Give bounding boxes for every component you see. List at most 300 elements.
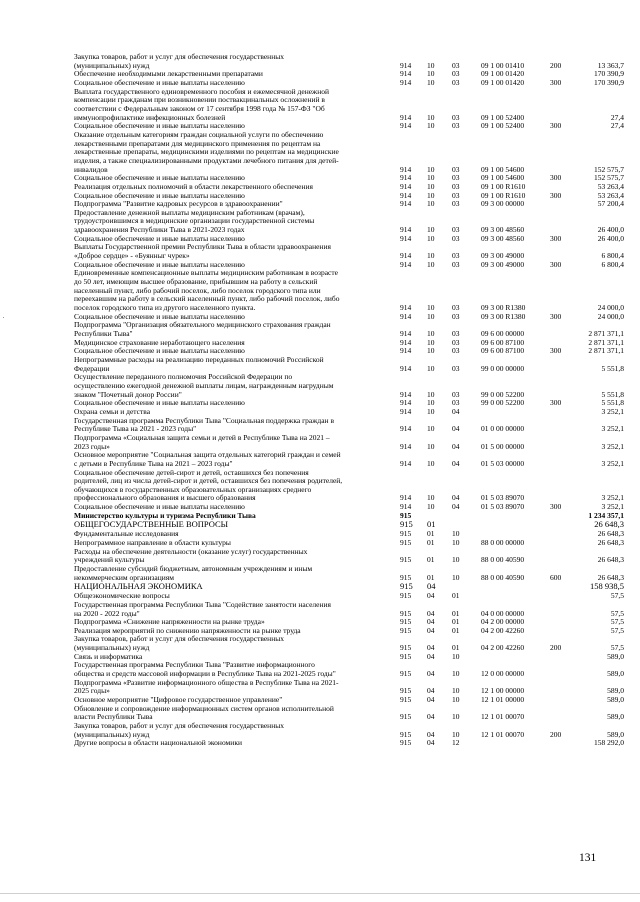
subsection-code: 04 [452,502,460,512]
amount: 2 871 371,1 [588,346,624,356]
row-name: Социальное обеспечение и иные выплаты населению [74,190,245,200]
ministry-code: 914 [400,121,412,131]
ministry-code: 915 [400,669,412,679]
target-article-code: 01 5 03 89070 [481,502,525,512]
row-name: Медицинское страхование неработающего населения [74,337,245,347]
subsection-code: 04 [452,493,460,503]
section-code: 10 [427,69,435,79]
row-name: Социальное обеспечение и иные выплаты населению [74,311,245,321]
ministry-code: 915 [400,538,412,547]
target-article-code: 09 3 00 48560 [481,225,525,235]
amount: 57,5 [610,625,624,635]
section-code: 04 [427,608,435,618]
row-name: Закупка товаров, работ и услуг для обеспечения государственных (муниципальных) нужд [74,634,285,653]
section-code: 10 [427,164,435,174]
amount: 3 252,1 [601,493,624,503]
amount: 57 200,4 [597,199,624,209]
amount: 2 871 371,1 [588,329,624,338]
row-name: Осуществление переданного полномочия Российской Федерации по осуществлению ежегодной денежной выплаты лицам, награжденным нагрудным знаком "Почетный донор России" [74,372,334,399]
target-article-code: 01 0 00 00000 [481,424,525,434]
amount: 27,4 [610,121,624,131]
subsection-code: 04 [452,441,460,451]
section-code: 10 [427,181,435,191]
amount: 1 234 357,1 [588,510,624,520]
row-name: Расходы на обеспечение деятельности (оказание услуг) государственных учреждений культуры [74,546,308,565]
section-code: 10 [427,458,435,468]
expense-type-code: 300 [550,502,562,512]
expense-type-code: 300 [550,398,562,408]
subsection-code: 10 [452,555,460,565]
subsection-code: 03 [452,164,460,174]
table-row [0,373,640,399]
target-article-code: 04 2 00 42260 [481,625,525,635]
section-code: 10 [427,406,435,416]
target-article-code: 09 1 00 01410 [481,60,525,70]
row-name: Реализация мероприятий по снижению напряженности на рынке труда [74,625,301,635]
expense-type-code: 300 [550,173,562,183]
target-article-code: 88 0 00 40590 [481,572,525,582]
target-article-code: 12 0 00 00000 [481,669,525,679]
amount: 57,5 [610,643,624,653]
subsection-code: 10 [452,669,460,679]
ministry-code: 914 [400,458,412,468]
ministry-code: 915 [400,651,412,661]
ministry-code: 914 [400,424,412,434]
subsection-code: 03 [452,389,460,399]
target-article-code: 99 0 00 52200 [481,389,525,399]
subsection-code: 04 [452,424,460,434]
ministry-code: 914 [400,493,412,503]
row-name: Охрана семьи и детства [74,406,151,416]
table-row [0,88,640,123]
ministry-code: 915 [400,686,412,696]
section-code: 10 [427,329,435,338]
section-code: 10 [427,259,435,269]
ministry-code: 914 [400,173,412,183]
subsection-code: 03 [452,77,460,87]
ministry-code: 915 [400,625,412,635]
table-row [0,705,640,722]
table-row [0,131,640,174]
target-article-code: 09 3 00 R1380 [481,303,526,313]
subsection-code: 03 [452,259,460,269]
row-name: Общеэкономические вопросы [74,591,170,601]
table-row [0,209,640,235]
section-code: 04 [427,669,435,679]
row-name: Подпрограмма «Социальная защита семьи и детей в Республике Тыва на 2021 – 2023 годы» [74,432,330,451]
ministry-code: 914 [400,363,412,373]
subsection-code: 01 [452,608,460,618]
subsection-code: 10 [452,686,460,696]
amount: 26 648,3 [597,538,624,547]
row-name: НАЦИОНАЛЬНАЯ ЭКОНОМИКА [74,581,203,592]
subsection-code: 01 [452,591,460,601]
subsection-code: 03 [452,69,460,79]
section-code: 04 [427,643,435,653]
row-name: Государственная программа Республики Тыва "Социальная поддержка граждан в Республике Тыва на 2021 - 2023 годы" [74,415,334,434]
row-name: Министерство культуры и туризма Республики Тыва [74,510,256,520]
ministry-code: 915 [400,519,413,530]
amount: 26 648,3 [594,519,624,530]
section-code: 01 [427,529,435,539]
amount: 589,0 [607,651,624,661]
section-code: 10 [427,173,435,183]
row-name: Обеспечение необходимыми лекарственными препаратами [74,69,263,79]
row-name: Реализация отдельных полномочий в области лекарственного обеспечения [74,181,313,191]
subsection-code: 03 [452,121,460,131]
target-article-code: 09 3 00 R1380 [481,311,526,321]
subsection-code: 03 [452,173,460,183]
row-name: Единовременные компенсационные выплаты медицинским работникам в возрасте до 50 лет, имеющим высшее образование, прибывшим на работу в сельский населенный пункт, либо рабочий поселок, либо поселок городского типа или переехавшим на работу в сельский населенный пункт, либо рабочий поселок, либо поселок городского типа из другого населенного пункта. [74,268,340,313]
section-code: 04 [427,695,435,705]
table-row [0,565,640,582]
expense-type-code: 200 [550,60,562,70]
target-article-code: 12 1 01 00000 [481,695,525,705]
ministry-code: 915 [400,529,412,539]
ministry-code: 915 [400,591,412,601]
subsection-code: 03 [452,251,460,261]
table-row [0,269,640,312]
ministry-code: 914 [400,190,412,200]
expense-type-code: 200 [550,643,562,653]
amount: 26 400,0 [597,233,624,243]
amount: 53 263,4 [597,190,624,200]
ministry-code: 914 [400,337,412,347]
target-article-code: 09 6 00 87100 [481,337,525,347]
target-article-code: 09 1 00 01420 [481,69,525,79]
row-name: Выплаты Государственной премии Республики Тыва в области здравоохранения «Доброе сердце» - «Буянныг чурек» [74,242,331,261]
amount: 589,0 [607,686,624,696]
table-row [0,469,640,504]
target-article-code: 09 1 00 R1610 [481,181,526,191]
subsection-code: 10 [452,529,460,539]
section-code: 04 [427,729,435,739]
section-code: 01 [427,555,435,565]
expense-type-code: 300 [550,311,562,321]
row-name: Фундаментальные исследования [74,529,179,539]
subsection-code: 10 [452,712,460,722]
section-code: 10 [427,199,435,209]
table-row [0,601,640,618]
row-name: Социальное обеспечение и иные выплаты населению [74,77,245,87]
row-name: Социальное обеспечение и иные выплаты населению [74,121,245,131]
table-row [0,739,640,748]
target-article-code: 04 0 00 00000 [481,608,525,618]
subsection-code: 03 [452,311,460,321]
section-code: 10 [427,398,435,408]
target-article-code: 99 0 00 52200 [481,398,525,408]
ministry-code: 914 [400,389,412,399]
amount: 2 871 371,1 [588,337,624,347]
table-row [0,451,640,468]
row-name: Закупка товаров, работ и услуг для обеспечения государственных (муниципальных) нужд [74,721,285,739]
section-code: 04 [427,651,435,661]
section-code: 04 [427,625,435,635]
section-code: 10 [427,77,435,87]
amount: 152 575,7 [594,173,624,183]
section-code: 10 [427,389,435,399]
row-name: Связь и информатика [74,651,143,661]
section-code: 10 [427,363,435,373]
table-row [0,417,640,434]
amount: 3 252,1 [601,441,624,451]
subsection-code: 04 [452,458,460,468]
section-code: 04 [427,686,435,696]
ministry-code: 915 [400,738,412,748]
target-article-code: 09 1 00 54600 [481,164,525,174]
margin-mark [3,317,4,318]
subsection-code: 01 [452,617,460,627]
target-article-code: 09 6 00 00000 [481,329,525,338]
expense-type-code: 300 [550,77,562,87]
section-code: 04 [427,591,435,601]
table-row [0,722,640,739]
amount: 589,0 [607,695,624,705]
subsection-code: 03 [452,60,460,70]
target-article-code: 09 3 00 00000 [481,199,525,209]
budget-table [0,53,640,748]
expense-type-code: 300 [550,233,562,243]
subsection-code: 03 [452,112,460,122]
row-name: Другие вопросы в области национальной экономики [74,738,242,748]
target-article-code: 09 6 00 87100 [481,346,525,356]
subsection-code: 03 [452,181,460,191]
expense-type-code: 300 [550,121,562,131]
section-code: 10 [427,424,435,434]
row-name: Выплата государственного единовременного пособия и ежемесячной денежной компенсации гражданам при возникновении поствакцинальных осложнений в соответствии с Федеральным законом от 17 сентября 1998 года № 157-ФЗ "Об иммунопрофилактике инфекционных болезней [74,86,329,122]
subsection-code: 01 [452,625,460,635]
target-article-code: 88 0 00 00000 [481,538,525,547]
amount: 6 800,4 [601,251,624,261]
row-name: Государственная программа Республики Тыва "Развитие информационного общества и средств массовой информации в Республике Тыва на 2021-2025 годы" [74,660,336,679]
amount: 5 551,8 [601,389,624,399]
row-name: Социальное обеспечение и иные выплаты населению [74,346,245,356]
subsection-code: 03 [452,329,460,338]
bottom-divider [0,893,640,894]
subsection-code: 03 [452,233,460,243]
target-article-code: 88 0 00 40590 [481,555,525,565]
amount: 26 400,0 [597,225,624,235]
amount: 5 551,8 [601,363,624,373]
amount: 170 390,9 [594,69,624,79]
subsection-code: 03 [452,225,460,235]
section-code: 04 [427,617,435,627]
subsection-code: 10 [452,572,460,582]
amount: 589,0 [607,729,624,739]
ministry-code: 914 [400,502,412,512]
ministry-code: 915 [400,643,412,653]
target-article-code: 09 1 00 R1610 [481,190,526,200]
amount: 57,5 [610,608,624,618]
ministry-code: 914 [400,398,412,408]
target-article-code: 09 1 00 52400 [481,121,525,131]
ministry-code: 915 [400,510,412,520]
table-row [0,356,640,373]
amount: 3 252,1 [601,502,624,512]
section-code: 10 [427,190,435,200]
row-name: Подпрограмма "Организация обязательного медицинского страхования граждан Республики Тыва" [74,320,331,338]
subsection-code: 01 [452,643,460,653]
amount: 6 800,4 [601,259,624,269]
target-article-code: 09 1 00 52400 [481,112,525,122]
ministry-code: 915 [400,695,412,705]
row-name: Непрограммное направление в области культуры [74,538,231,547]
target-article-code: 01 5 03 00000 [481,458,525,468]
amount: 589,0 [607,712,624,722]
subsection-code: 03 [452,337,460,347]
subsection-code: 03 [452,363,460,373]
table-row [0,321,640,338]
section-code: 10 [427,493,435,503]
section-code: 01 [427,572,435,582]
section-code: 04 [427,738,435,748]
amount: 24 000,0 [597,303,624,313]
table-row [0,243,640,260]
section-code: 10 [427,225,435,235]
row-name: Социальное обеспечение и иные выплаты населению [74,502,245,512]
section-code: 10 [427,121,435,131]
ministry-code: 914 [400,406,412,416]
section-code: 10 [427,112,435,122]
section-code: 10 [427,251,435,261]
row-name: ОБЩЕГОСУДАРСТВЕННЫЕ ВОПРОСЫ [74,519,229,530]
section-code: 10 [427,441,435,451]
row-name: Социальное обеспечение и иные выплаты населению [74,398,245,408]
ministry-code: 914 [400,181,412,191]
target-article-code: 01 5 03 89070 [481,493,525,503]
ministry-code: 914 [400,259,412,269]
row-name: Предоставление субсидий бюджетным, автономным учреждениям и иным некоммерческим организациям [74,563,313,582]
amount: 158 938,5 [590,581,624,592]
table-row [0,635,640,652]
ministry-code: 914 [400,69,412,79]
page-number: 131 [579,852,597,864]
ministry-code: 915 [400,608,412,618]
amount: 158 292,0 [594,738,624,748]
ministry-code: 914 [400,346,412,356]
subsection-code: 03 [452,398,460,408]
row-name: Социальное обеспечение и иные выплаты населению [74,173,245,183]
amount: 24 000,0 [597,311,624,321]
subsection-code: 03 [452,303,460,313]
target-article-code: 12 1 00 00000 [481,686,525,696]
subsection-code: 10 [452,651,460,661]
ministry-code: 914 [400,164,412,174]
ministry-code: 914 [400,77,412,87]
ministry-code: 914 [400,303,412,313]
subsection-code: 10 [452,729,460,739]
target-article-code: 09 3 00 49000 [481,251,525,261]
expense-type-code: 200 [550,729,562,739]
amount: 589,0 [607,669,624,679]
expense-type-code: 300 [550,190,562,200]
target-article-code: 12 1 01 00070 [481,712,525,722]
row-name: Подпрограмма «Снижение напряженности на рынке труда» [74,617,265,627]
section-code: 01 [427,519,436,530]
section-code: 10 [427,346,435,356]
target-article-code: 04 2 00 42260 [481,643,525,653]
row-name: Социальное обеспечение и иные выплаты населению [74,233,245,243]
subsection-code: 10 [452,695,460,705]
section-code: 10 [427,311,435,321]
section-code: 04 [427,581,436,592]
ministry-code: 914 [400,199,412,209]
row-name: Оказание отдельным категориям граждан социальной услуги по обеспечению лекарственными препаратами для медицинского применения по рецептам на лекарственные препараты, медицинскими изделиями по рецептам на медицинские изделия, а также специализированными продуктами лечебного питания для детей- инвалидов [74,129,339,174]
ministry-code: 915 [400,555,412,565]
ministry-code: 914 [400,251,412,261]
ministry-code: 915 [400,617,412,627]
amount: 13 363,7 [597,60,624,70]
amount: 5 551,8 [601,398,624,408]
target-article-code: 01 5 00 00000 [481,441,525,451]
ministry-code: 914 [400,112,412,122]
row-name: Подпрограмма «Развитие информационного общества в Республике Тыва на 2021- 2025 годы» [74,677,339,696]
amount: 27,4 [610,112,624,122]
target-article-code: 09 3 00 49000 [481,259,525,269]
subsection-code: 12 [452,738,460,748]
row-name: Основное мероприятие "Цифровое государственное управление" [74,695,283,705]
target-article-code: 09 3 00 48560 [481,233,525,243]
ministry-code: 914 [400,233,412,243]
section-code: 10 [427,502,435,512]
amount: 170 390,9 [594,77,624,87]
row-name: Непрограммные расходы на реализацию переданных полномочий Российской Федерации [74,354,324,373]
row-name: Государственная программа Республики Тыва "Содействие занятости населения на 2020 - 2022 годы" [74,599,331,618]
row-name: Основное мероприятие "Социальная защита отдельных категорий граждан и семей с детьми в Республике Тыва на 2021 – 2023 годы" [74,450,341,468]
ministry-code: 914 [400,441,412,451]
table-row [0,53,640,70]
row-name: Социальное обеспечение и иные выплаты населению [74,259,245,269]
ministry-code: 915 [400,581,413,592]
ministry-code: 915 [400,729,412,739]
expense-type-code: 600 [550,572,562,582]
table-row [0,661,640,678]
target-article-code: 09 1 00 01420 [481,77,525,87]
target-article-code: 09 1 00 54600 [481,173,525,183]
amount: 26 648,3 [597,555,624,565]
row-name: Закупка товаров, работ и услуг для обеспечения государственных (муниципальных) нужд [74,52,285,70]
amount: 57,5 [610,617,624,627]
ministry-code: 915 [400,572,412,582]
target-article-code: 99 0 00 00000 [481,363,525,373]
row-name: Предоставление денежной выплаты медицинским работникам (врачам), трудоустроившимся в медицинские организации государственной системы здравоохранения Республики Тыва в 2021-2023 годах [74,207,315,235]
section-code: 01 [427,538,435,547]
expense-type-code: 300 [550,346,562,356]
ministry-code: 914 [400,329,412,338]
section-code: 10 [427,233,435,243]
ministry-code: 914 [400,60,412,70]
amount: 3 252,1 [601,424,624,434]
target-article-code: 04 2 00 00000 [481,617,525,627]
row-name: Обновление и сопровождение информационных систем органов исполнительной власти Республики Тыва [74,703,334,722]
table-row [0,679,640,696]
table-row [0,548,640,565]
row-name: Подпрограмма "Развитие кадровых ресурсов в здравоохранении" [74,199,283,209]
amount: 53 263,4 [597,181,624,191]
section-code: 10 [427,60,435,70]
amount: 26 648,3 [597,529,624,539]
section-code: 10 [427,337,435,347]
subsection-code: 04 [452,406,460,416]
amount: 57,5 [610,591,624,601]
subsection-code: 03 [452,346,460,356]
subsection-code: 03 [452,190,460,200]
ministry-code: 915 [400,712,412,722]
subsection-code: 03 [452,199,460,209]
amount: 3 252,1 [601,406,624,416]
target-article-code: 12 1 01 00070 [481,729,525,739]
amount: 3 252,1 [601,458,624,468]
